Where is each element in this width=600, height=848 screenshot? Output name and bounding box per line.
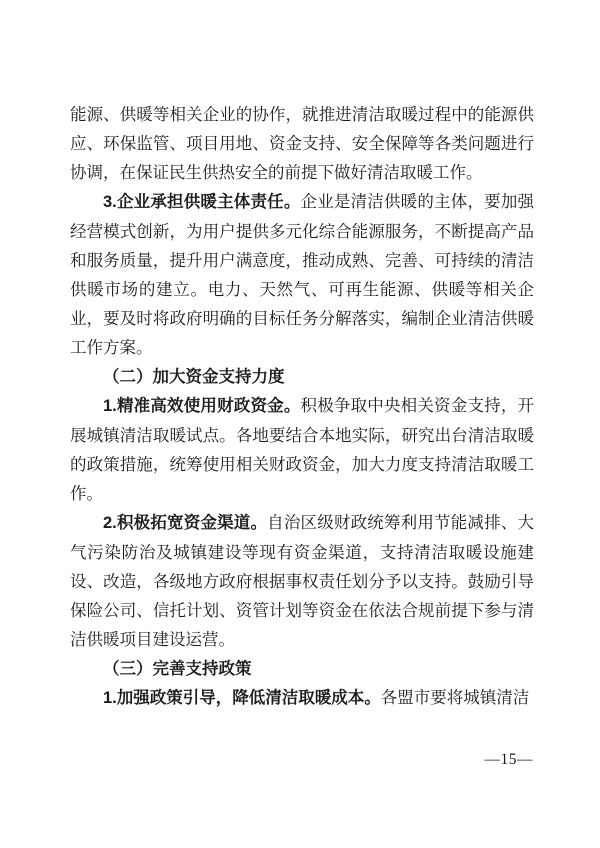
paragraph <box>70 391 534 508</box>
paragraph-text: 积极争取中央相关资金支持，开展城镇清洁取暖试点。各地要结合本地实际，研究出台清洁取暖的政策措施，统筹使用相关财政资金，加大力度支持清洁取暖工作。 <box>70 396 535 503</box>
paragraph-lead: 2.积极拓宽资金渠道。 <box>103 514 268 532</box>
section-heading <box>70 654 534 683</box>
page-number: —15— <box>484 751 533 768</box>
paragraph <box>70 187 534 362</box>
document-body <box>70 100 534 713</box>
paragraph-text: 企业是清洁供暖的主体，要加强经营模式创新，为用户提供多元化综合能源服务，不断提高产品和服务质量，提升用户满意度，推动成熟、完善、可持续的清洁供暖市场的建立。电力、天然气、可再生能源、供暖等相关企业，要及时将政府明确的目标任务分解落实，编制企业清洁供暖工作方案。 <box>70 192 535 357</box>
paragraph <box>70 683 534 713</box>
paragraph-lead: 1.加强政策引导，降低清洁取暖成本。 <box>103 689 381 707</box>
paragraph-text: 能源、供暖等相关企业的协作，就推进清洁取暖过程中的能源供应、环保监管、项目用地、资金支持、安全保障等各类问题进行协调，在保证民生供热安全的前提下做好清洁取暖工作。 <box>70 105 534 182</box>
paragraph-text: 各盟市要将城镇清洁 <box>380 688 530 707</box>
section-heading-text: （三）完善支持政策 <box>103 659 252 678</box>
paragraph-lead: 3.企业承担供暖主体责任。 <box>103 193 301 211</box>
paragraph-text: 自治区级财政统筹利用节能减排、大气污染防治及城镇建设等现有资金渠道，支持清洁取暖设施建设、改造，各级地方政府根据事权责任划分予以支持。鼓励引导保险公司、信托计划、资管计划等资金在依法合规前提下参与清洁供暖项目建设运营。 <box>70 513 534 649</box>
paragraph <box>70 100 534 187</box>
paragraph <box>70 508 534 654</box>
paragraph-lead: 1.精准高效使用财政资金。 <box>103 397 301 415</box>
section-heading-text: （二）加大资金支持力度 <box>103 367 285 386</box>
section-heading <box>70 362 534 391</box>
